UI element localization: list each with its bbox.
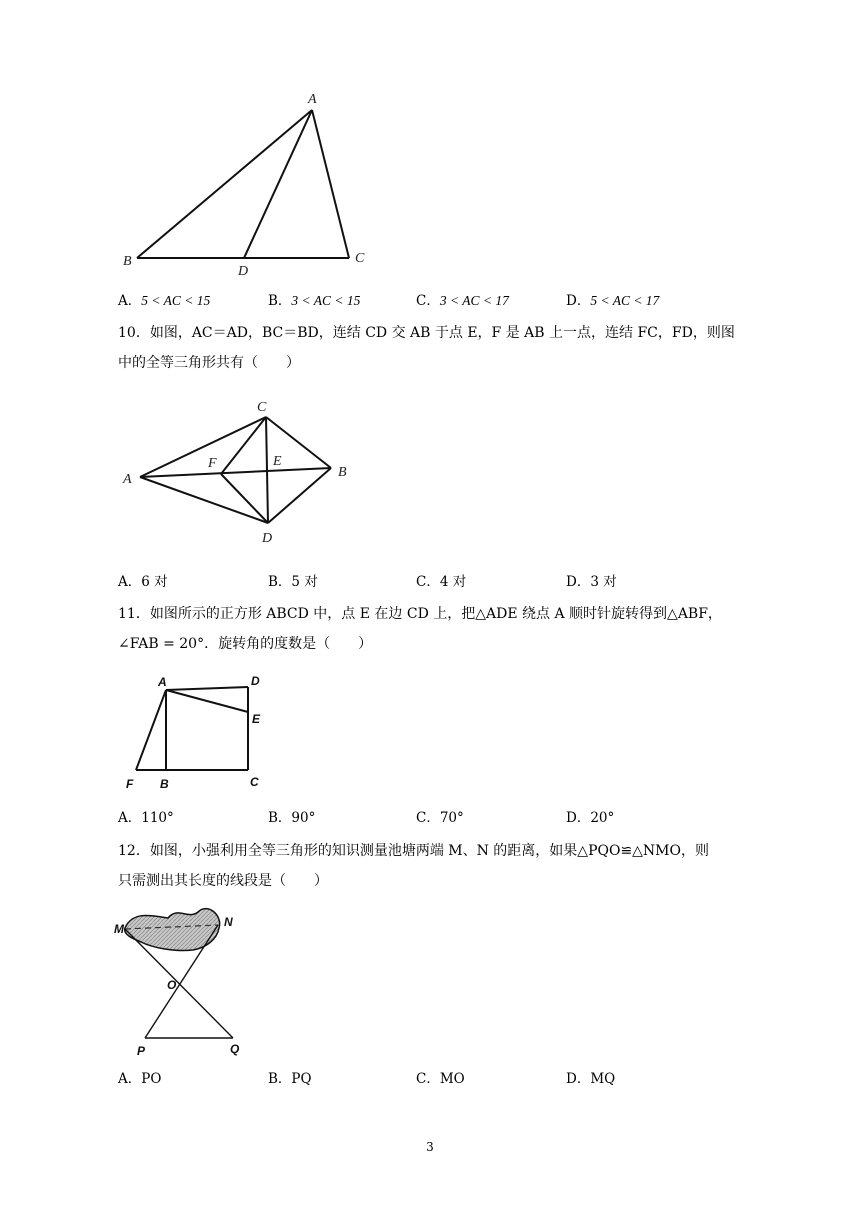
q9-option-a[interactable]: A．5 < AC < 15 [118, 293, 211, 309]
q12-line-1: 12．如图，小强利用全等三角形的知识测量池塘两端 M、N 的距离，如果△PQO≌△NMO，则 [118, 843, 709, 859]
q11-option-b-text: 90° [291, 810, 316, 826]
q9-label-a: A [308, 92, 317, 107]
q12-figure [113, 898, 253, 1063]
q11-segment-ae [166, 690, 248, 712]
q12-label-q: Q [230, 1042, 240, 1056]
q10-line-1: 10．如图，AC＝AD，BC＝BD，连结 CD 交 AB 于点 E，F 是 AB 上一点，连结 FC，FD，则图 [118, 325, 735, 341]
q12-label-p: P [137, 1044, 146, 1058]
q11-label-f: F [126, 777, 134, 791]
q11-figure [118, 670, 278, 795]
q10-label-d: D [262, 531, 273, 546]
q12-option-b-text: PQ [291, 1071, 312, 1087]
page-number: 3 [426, 1140, 434, 1154]
q10-option-d[interactable]: D．3 对 [566, 574, 617, 590]
q9-figure [115, 85, 385, 285]
q10-segment-cd [266, 417, 268, 523]
q11-label-b: B [160, 777, 169, 791]
q12-option-c-text: MO [439, 1071, 465, 1087]
q12-question [118, 836, 758, 896]
q9-option-d-text: 5 < AC < 17 [590, 293, 660, 308]
q12-option-c[interactable]: C．MO [416, 1071, 465, 1087]
q10-segment-fc [221, 417, 266, 474]
q11-option-c[interactable]: C．70° [416, 810, 464, 826]
q10-figure [118, 395, 358, 550]
q11-label-a: A [158, 675, 167, 689]
q11-label-c: C [250, 775, 259, 789]
q12-label-n: N [224, 915, 233, 929]
q9-segment-ad [244, 110, 312, 258]
q10-segment-ad [140, 477, 268, 523]
q11-segment-af [136, 690, 166, 770]
q11-option-a[interactable]: A．110° [118, 810, 174, 826]
q10-option-b-text: 5 对 [291, 574, 318, 590]
q10-line-2: 中的全等三角形共有（ ） [118, 355, 300, 371]
q10-segment-ac [140, 417, 266, 477]
q10-question [118, 318, 758, 378]
q10-label-f: F [208, 456, 217, 471]
q11-line-1: 11．如图所示的正方形 ABCD 中，点 E 在边 CD 上，把△ADE 绕点 A 顺时针旋转得到△ABF， [118, 606, 722, 622]
q9-option-c-text: 3 < AC < 17 [439, 293, 509, 308]
q10-segment-bd [268, 468, 331, 523]
q9-label-d: D [238, 264, 249, 279]
q12-option-d[interactable]: D．MQ [566, 1071, 616, 1087]
q12-label-m: M [114, 922, 124, 936]
q11-line-2: ∠FAB = 20°．旋转角的度数是（ ） [118, 636, 373, 652]
q12-option-d-text: MQ [590, 1071, 616, 1087]
q12-line-2: 只需测出其长度的线段是（ ） [118, 873, 328, 889]
q9-option-c[interactable]: C．3 < AC < 17 [416, 293, 509, 309]
q9-segment-ab [137, 110, 312, 258]
q10-segment-ab [140, 468, 331, 477]
q10-segment-fd [221, 474, 268, 523]
q11-question [118, 599, 758, 659]
q9-option-d[interactable]: D．5 < AC < 17 [566, 293, 660, 309]
q11-option-c-text: 70° [439, 810, 464, 826]
q11-label-e: E [252, 712, 261, 726]
q10-option-a[interactable]: A．6 对 [118, 574, 168, 590]
q10-label-e: E [273, 454, 282, 469]
q12-option-a[interactable]: A．PO [118, 1071, 162, 1087]
q10-option-c-text: 4 对 [439, 574, 467, 590]
q9-label-b: B [123, 254, 132, 269]
q12-option-b[interactable]: B．PQ [268, 1071, 312, 1087]
q9-option-a-text: 5 < AC < 15 [141, 293, 211, 308]
q9-label-c: C [355, 251, 365, 266]
q10-option-c[interactable]: C．4 对 [416, 574, 467, 590]
q9-option-b-text: 3 < AC < 15 [291, 293, 361, 308]
q9-option-b[interactable]: B．3 < AC < 15 [268, 293, 361, 309]
q11-option-b[interactable]: B．90° [268, 810, 316, 826]
q10-option-a-text: 6 对 [141, 574, 168, 590]
q11-option-d[interactable]: D．20° [566, 810, 615, 826]
q11-label-d: D [251, 674, 260, 688]
q11-option-a-text: 110° [141, 810, 174, 826]
q10-option-d-text: 3 对 [590, 574, 617, 590]
q11-option-d-text: 20° [590, 810, 615, 826]
q12-option-a-text: PO [141, 1071, 162, 1087]
q9-segment-ac [312, 110, 349, 258]
q10-label-a: A [123, 472, 132, 487]
q10-label-b: B [338, 465, 347, 480]
q10-label-c: C [257, 400, 267, 415]
q11-segment-ad [166, 687, 248, 690]
q10-option-b[interactable]: B．5 对 [268, 574, 318, 590]
q12-label-o: O [167, 978, 177, 992]
